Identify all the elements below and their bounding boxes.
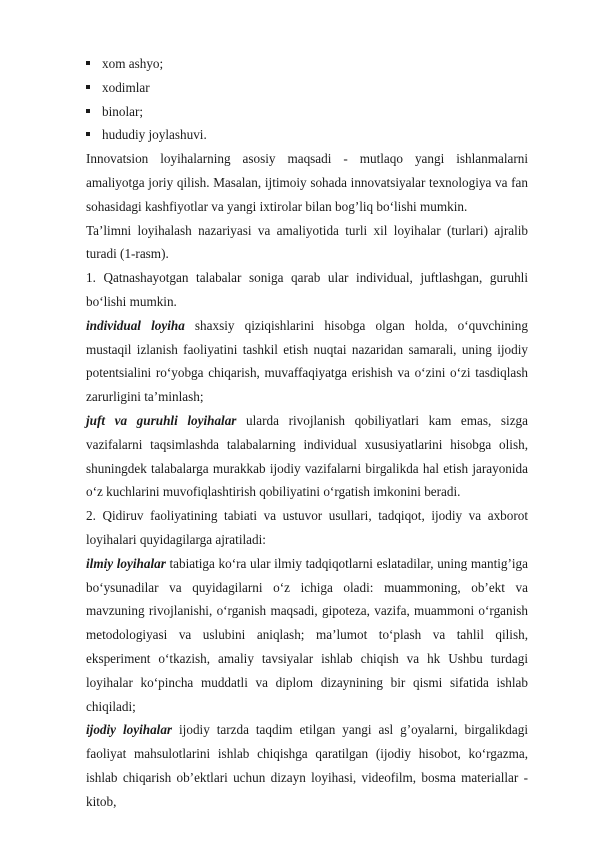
paragraph-text: tabiatiga ko‘ra ular ilmiy tadqiqotlarni eslatadilar, uning mantig’iga bo‘ysunadilar va quyidagilarni o‘z ichiga oladi: muammoning, ob’ekt va mavzuning rivojlanishi, o‘rganish maqsadi, gipoteza, vazifa, muammoni o‘rganish metodologiyasi va uslubini aniqlash; ma’lumot to‘plash va tahlil qilish, eksperiment o‘tkazish, amaliy tavsiyalar ishlab chiqish va hk Ushbu turdagi loyihalar ko‘pincha muddatli va diplom dizaynining bir qismi sifatida ishlab chiqiladi; bbox=[86, 555, 528, 714]
paragraph-participants bbox=[86, 266, 528, 314]
term-label: ilmiy loyihalar bbox=[86, 555, 166, 571]
paragraph-text: 2. Qidiruv faoliyatining tabiati va ustuvor usullari, tadqiqot, ijodiy va axborot loyihalari quyidagilarga ajratiladi: bbox=[86, 508, 528, 547]
paragraph-individual-project bbox=[86, 314, 528, 409]
bullet-icon bbox=[86, 132, 90, 136]
paragraph-text: shaxsiy qiziqishlarini hisobga olgan holda, o‘quvchining mustaqil izlanish faoliyatini tashkil etish nuqtai nazaridan samarali, uning ijodiy potentsialini ro‘yobga chiqarish, muvaffaqiyatga erishish va o‘zini o‘zi tasdiqlash zarurligini ta’minlash; bbox=[86, 317, 528, 405]
paragraph-scientific-project bbox=[86, 552, 528, 719]
paragraph-search-activity bbox=[86, 504, 528, 552]
list-item bbox=[86, 76, 528, 100]
paragraph-project-types bbox=[86, 219, 528, 267]
bullet-icon bbox=[86, 85, 90, 89]
paragraph-text: 1. Qatnashayotgan talabalar soniga qarab ular individual, juftlashgan, guruhli bo‘lishi mumkin. bbox=[86, 270, 528, 309]
paragraph-creative-project bbox=[86, 718, 528, 813]
list-item bbox=[86, 100, 528, 124]
term-label: individual loyiha bbox=[86, 317, 185, 333]
list-item-text: xom ashyo; bbox=[102, 56, 164, 71]
list-item-text: binolar; bbox=[102, 103, 144, 119]
bullet-list bbox=[86, 52, 528, 147]
document-page bbox=[86, 52, 528, 814]
bullet-icon bbox=[86, 109, 90, 113]
paragraph-text: ijodiy tarzda taqdim etilgan yangi asl g’oyalarni, birgalikdagi faoliyat mahsulotlarini ishlab chiqishga qaratilgan (ijodiy hisobot, ko‘rgazma, ishlab chiqarish ob’ektlari uchun dizayn loyihasi, videofilm, bosma materiallar - kitob, bbox=[86, 722, 529, 809]
term-label: ijodiy loyihalar bbox=[86, 722, 173, 738]
list-item-text: xodimlar bbox=[102, 79, 150, 95]
paragraph-innovation-goal bbox=[86, 147, 528, 218]
list-item-text: hududiy joylashuvi. bbox=[102, 127, 207, 143]
paragraph-group-project bbox=[86, 409, 528, 504]
paragraph-text: Innovatsion loyihalarning asosiy maqsadi - mutlaqo yangi ishlanmalarni amaliyotga joriy qilish. Masalan, ijtimoiy sohada innovatsiyalar texnologiya va fan sohasidagi kashfiyotlar va yangi ixtirolar bilan bog’liq bo‘lishi mumkin. bbox=[86, 151, 528, 214]
bullet-icon bbox=[86, 61, 90, 65]
paragraph-text: ularda rivojlanish qobiliyatlari kam emas, sizga vazifalarni taqsimlashda talabalarning individual xususiyatlarini hisobga olish, shuningdek talabalarga murakkab ijodiy vazifalarni birgalikda hal etish jarayonida o‘z kuchlarini muvofiqlashtirish qobiliyatini o‘rgatish imkonini beradi. bbox=[86, 412, 528, 500]
list-item bbox=[86, 123, 528, 147]
paragraph-text: Ta’limni loyihalash nazariyasi va amaliyotida turli xil loyihalar (turlari) ajralib turadi (1-rasm). bbox=[86, 222, 528, 262]
list-item bbox=[86, 52, 528, 76]
term-label: juft va guruhli loyihalar bbox=[86, 412, 237, 428]
